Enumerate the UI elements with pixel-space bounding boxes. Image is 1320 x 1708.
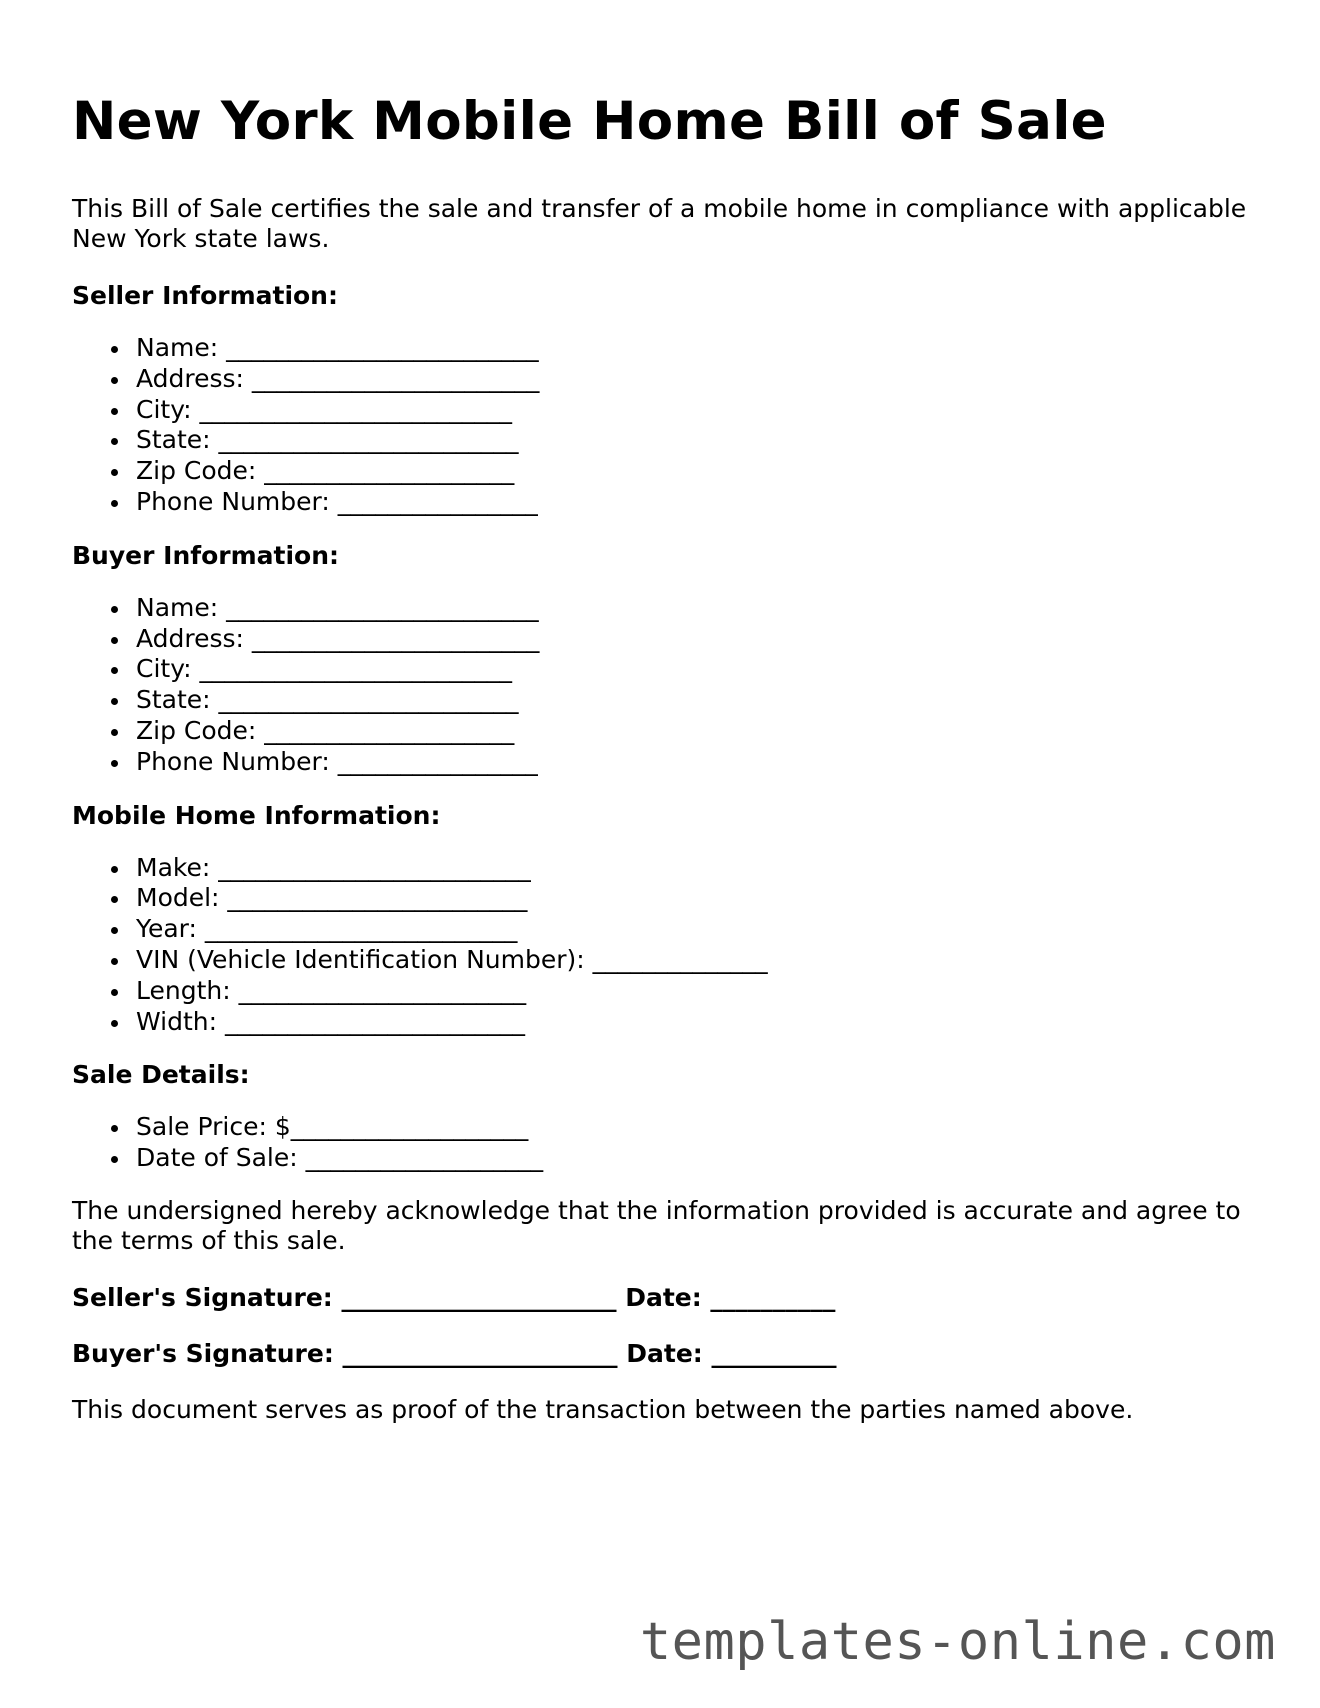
seller-city-field: City: _________________________ (136, 395, 1252, 426)
buyer-section-heading: Buyer Information: (72, 540, 340, 570)
document-title: New York Mobile Home Bill of Sale (72, 91, 1107, 152)
buyer-zip-field: Zip Code: ____________________ (136, 716, 1252, 747)
closing-paragraph: This document serves as proof of the transaction between the parties named above. (72, 1394, 1134, 1424)
buyer-phone-field: Phone Number: ________________ (136, 747, 1252, 778)
acknowledgement-paragraph: The undersigned hereby acknowledge that the information provided is accurate and agree to the terms of this sale. (72, 1195, 1241, 1255)
sale-field-list (72, 1112, 1252, 1174)
buyer-state-field: State: ________________________ (136, 685, 1252, 716)
buyer-address-field: Address: _______________________ (136, 624, 1252, 655)
seller-signature-line: Seller's Signature: ______________________ Date: __________ (72, 1282, 836, 1312)
seller-section-heading: Seller Information: (72, 281, 338, 310)
mobile-home-section-heading: Mobile Home Information: (72, 800, 441, 830)
mobile-home-model-field: Model: ________________________ (136, 883, 1252, 914)
seller-zip-field: Zip Code: ____________________ (136, 456, 1252, 487)
mobile-home-length-field: Length: _______________________ (136, 976, 1252, 1007)
buyer-field-list (72, 593, 1252, 778)
buyer-city-field: City: _________________________ (136, 654, 1252, 685)
mobile-home-vin-field: VIN (Vehicle Identification Number): ______________ (136, 945, 1252, 976)
seller-name-field: Name: _________________________ (136, 333, 1252, 364)
seller-address-field: Address: _______________________ (136, 364, 1252, 395)
sale-date-field: Date of Sale: ___________________ (136, 1143, 1252, 1174)
document-page (72, 0, 1252, 1425)
watermark: templates-online.com (639, 1612, 1276, 1672)
seller-state-field: State: ________________________ (136, 425, 1252, 456)
buyer-signature-line: Buyer's Signature: ______________________ Date: __________ (72, 1338, 837, 1368)
mobile-home-make-field: Make: _________________________ (136, 853, 1252, 884)
seller-phone-field: Phone Number: ________________ (136, 487, 1252, 518)
mobile-home-field-list (72, 853, 1252, 1038)
sale-price-field: Sale Price: $___________________ (136, 1112, 1252, 1143)
mobile-home-year-field: Year: _________________________ (136, 914, 1252, 945)
intro-paragraph: This Bill of Sale certifies the sale and transfer of a mobile home in compliance with applicable New York state laws. (72, 194, 1247, 253)
buyer-name-field: Name: _________________________ (136, 593, 1252, 624)
seller-field-list (72, 333, 1252, 518)
mobile-home-width-field: Width: ________________________ (136, 1007, 1252, 1038)
sale-section-heading: Sale Details: (72, 1060, 250, 1090)
